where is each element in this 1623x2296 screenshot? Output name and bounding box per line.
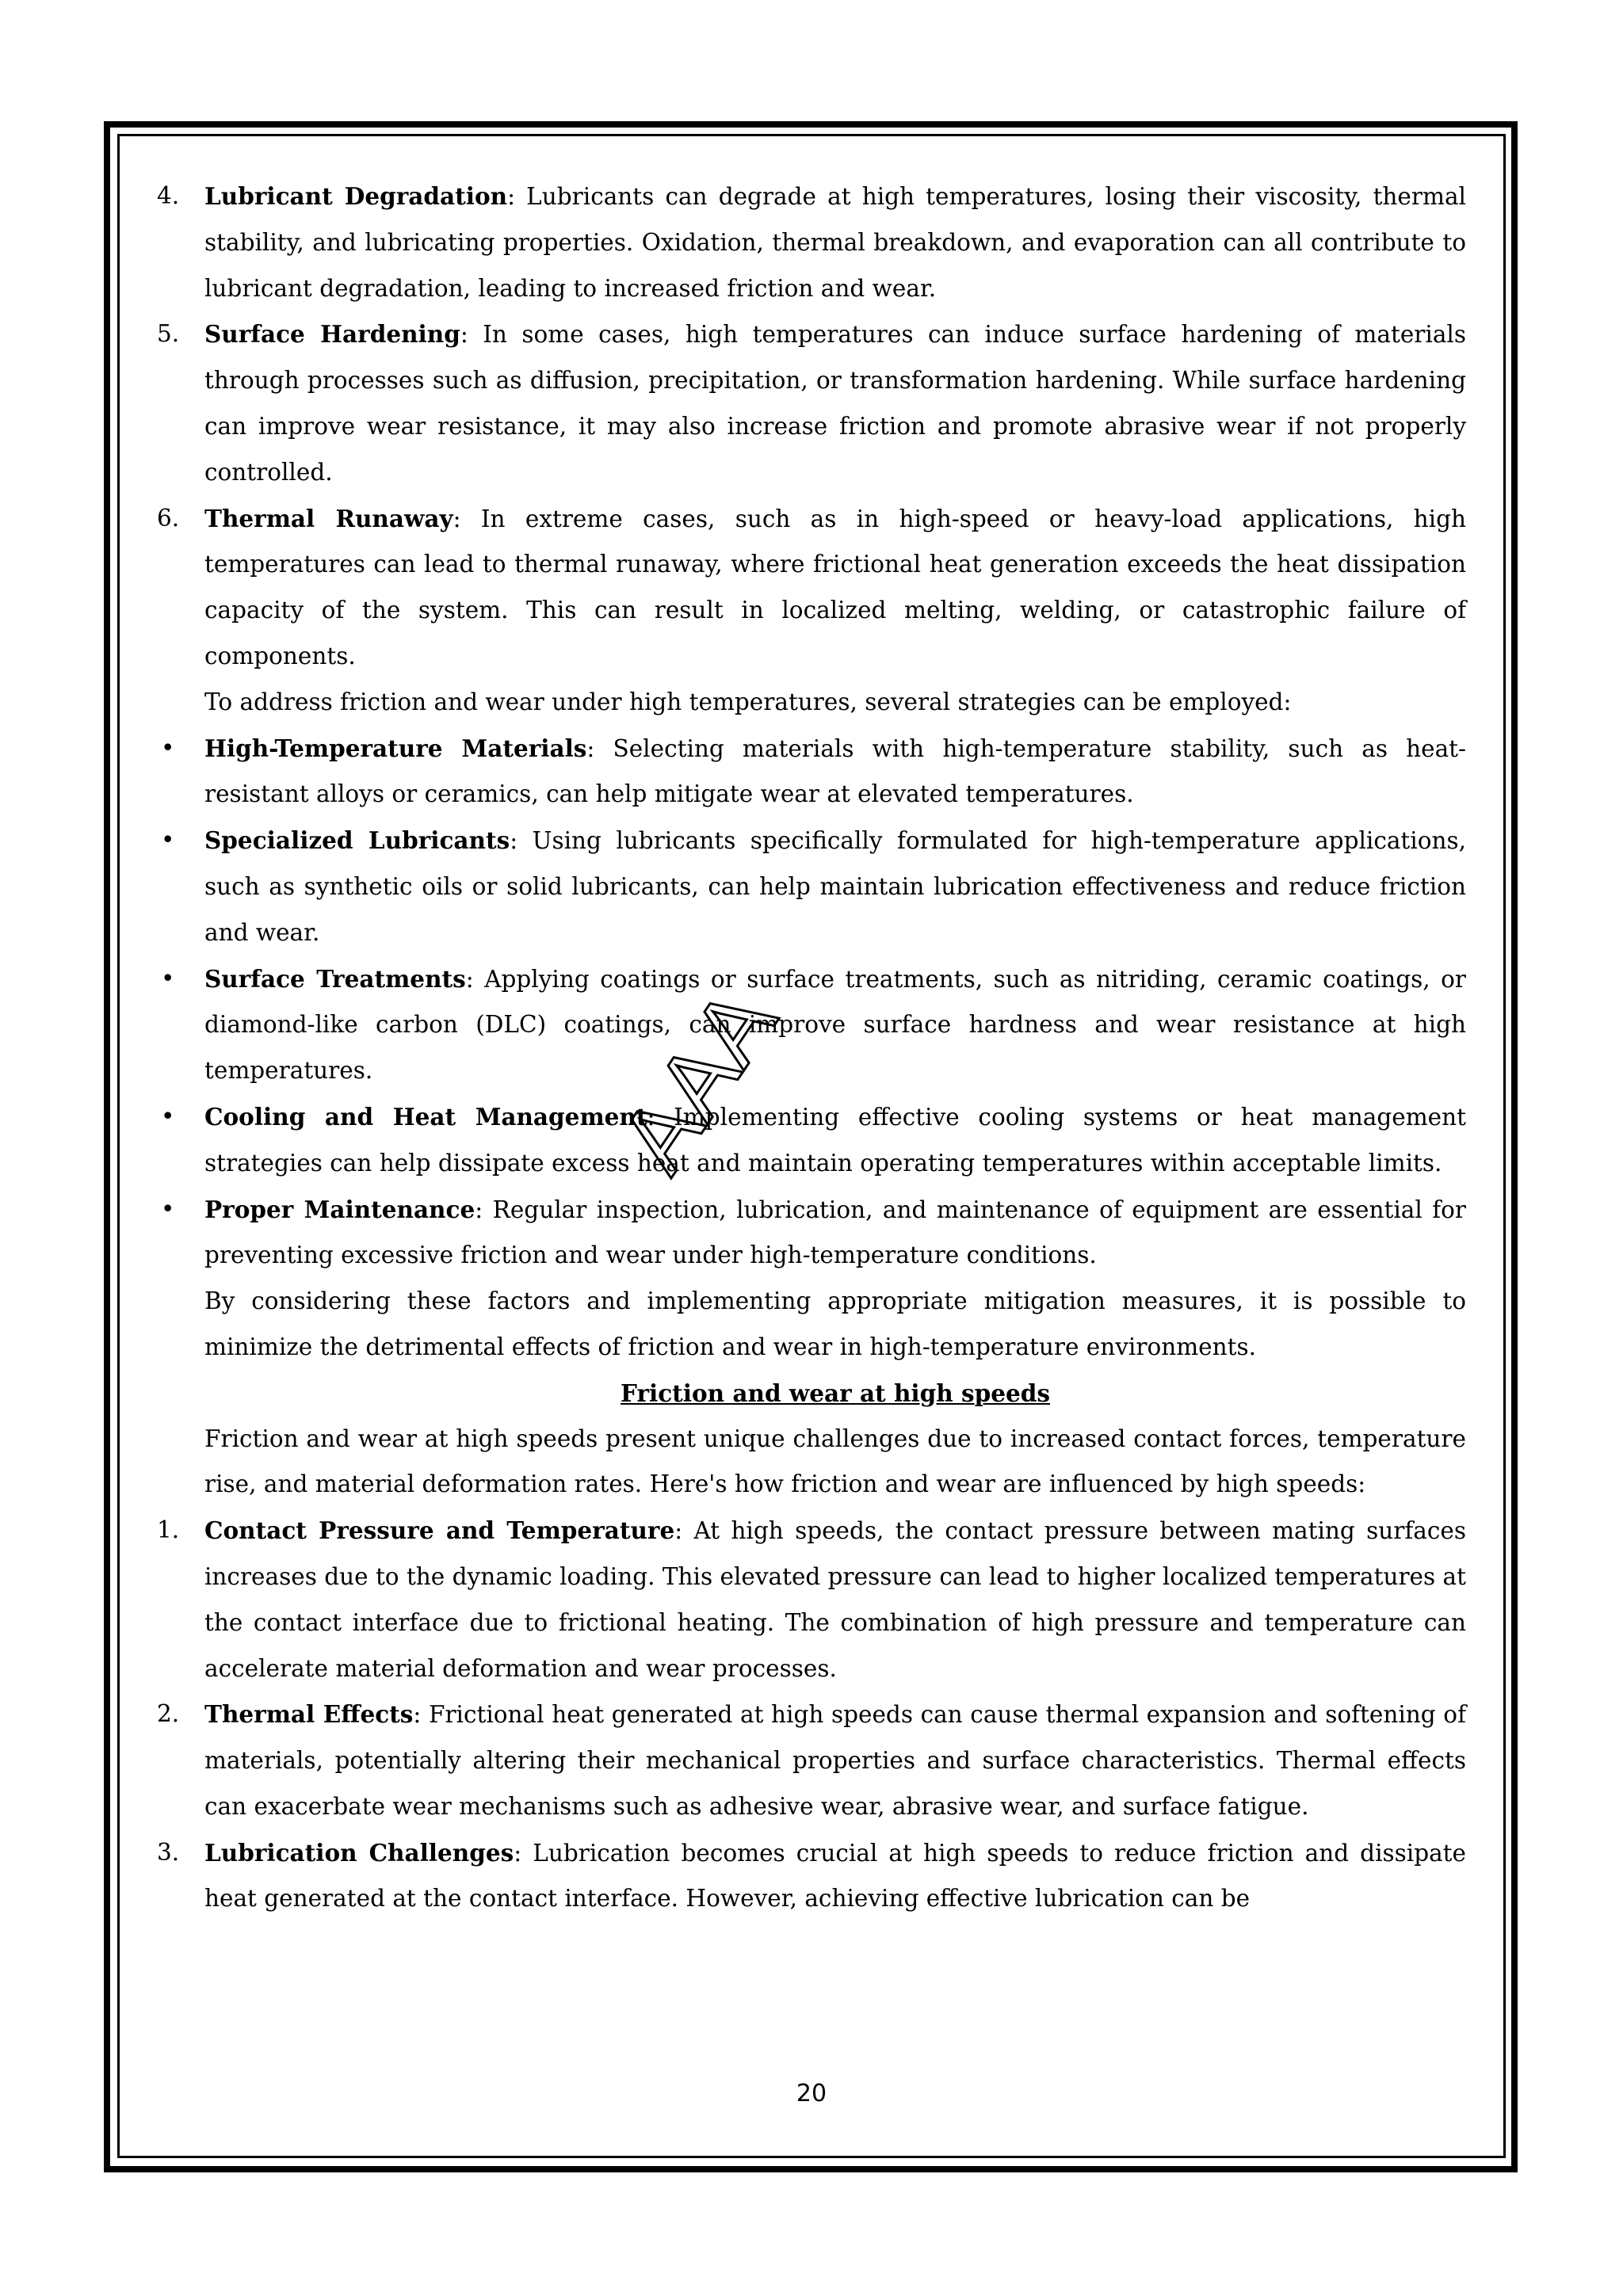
list-marker: 5. bbox=[157, 320, 180, 348]
list-marker: 2. bbox=[157, 1700, 180, 1728]
bullet-icon: • bbox=[161, 1195, 175, 1222]
item-text: : Selecting materials with high-temperature stability, such as heat-resistant alloys or ceramics, can help mitigate wear at elevated temperatures. bbox=[204, 734, 1466, 808]
item-term: Cooling and Heat Management bbox=[204, 1102, 647, 1131]
bullet-item bbox=[157, 726, 1466, 818]
list-marker: 3. bbox=[157, 1838, 180, 1866]
section-intro: Friction and wear at high speeds present unique challenges due to increased contact forces, temperature rise, and material deformation rates. Here's how friction and wear are influenced by high speeds: bbox=[204, 1425, 1466, 1498]
item-text: : Lubricants can degrade at high temperatures, losing their viscosity, thermal stability, and lubricating properties. Oxidation, thermal breakdown, and evaporation can all contribute to lubricant degradation, leading to increased friction and wear. bbox=[204, 183, 1466, 302]
list-item bbox=[157, 174, 1466, 311]
bullet-icon: • bbox=[161, 964, 175, 992]
list-item bbox=[157, 1830, 1466, 1923]
item-text: : Frictional heat generated at high speeds can cause thermal expansion and softening of materials, potentially altering their mechanical properties and surface characteristics. Thermal effects can exacerbate wear mechanisms such as adhesive wear, abrasive wear, and surface fatigue. bbox=[204, 1701, 1466, 1820]
item-term: Surface Treatments bbox=[204, 964, 466, 993]
item-text: : At high speeds, the contact pressure between mating surfaces increases due to the dynamic loading. This elevated pressure can lead to higher localized temperatures at the contact interface due to frictional heating. The combination of high pressure and temperature can accelerate material deformation and wear processes. bbox=[204, 1517, 1466, 1682]
conclusion-paragraph: By considering these factors and implementing appropriate mitigation measures, it is possible to minimize the detrimental effects of friction and wear in high-temperature environments. bbox=[204, 1287, 1466, 1360]
bullet-item bbox=[157, 1187, 1466, 1280]
item-term: Thermal Runaway bbox=[204, 504, 453, 532]
item-text: : Implementing effective cooling systems or heat management strategies can help dissipate excess heat and maintain operating temperatures within acceptable limits. bbox=[204, 1103, 1466, 1177]
list-item bbox=[157, 1691, 1466, 1829]
bullet-icon: • bbox=[161, 826, 175, 854]
bullet-icon: • bbox=[161, 734, 175, 761]
section-heading: Friction and wear at high speeds bbox=[621, 1379, 1050, 1407]
bullet-item bbox=[157, 956, 1466, 1094]
list-item bbox=[157, 496, 1466, 680]
page-number: 20 bbox=[796, 2080, 827, 2107]
item-term: Lubricant Degradation bbox=[204, 182, 508, 210]
bullet-item bbox=[157, 818, 1466, 955]
item-term: Surface Hardening bbox=[204, 320, 460, 349]
item-term: Lubrication Challenges bbox=[204, 1838, 514, 1867]
strategies-intro: To address friction and wear under high temperatures, several strategies can be employed: bbox=[204, 688, 1292, 715]
item-term: Specialized Lubricants bbox=[204, 826, 510, 855]
item-text: : Lubrication becomes crucial at high speeds to reduce friction and dissipate heat generated at the contact interface. However, achieving effective lubrication can be bbox=[204, 1839, 1466, 1913]
item-text: : In extreme cases, such as in high-speed or heavy-load applications, high temperatures can lead to thermal runaway, where frictional heat generation exceeds the heat dissipation capacity of the system. This can result in localized melting, welding, or catastrophic failure of components. bbox=[204, 505, 1466, 669]
item-text: : Using lubricants specifically formulated for high-temperature applications, such as synthetic oils or solid lubricants, can help maintain lubrication effectiveness and reduce friction and wear. bbox=[204, 827, 1466, 946]
bullet-item bbox=[157, 1094, 1466, 1187]
item-text: : Applying coatings or surface treatments, such as nitriding, ceramic coatings, or diamond-like carbon (DLC) coatings, can improve surface hardness and wear resistance at high temperatures. bbox=[204, 965, 1467, 1085]
item-text: : In some cases, high temperatures can induce surface hardening of materials through processes such as diffusion, precipitation, or transformation hardening. While surface hardening can improve wear resistance, it may also increase friction and promote abrasive wear if not properly controlled. bbox=[204, 321, 1466, 486]
list-marker: 6. bbox=[157, 504, 180, 532]
item-term: Proper Maintenance bbox=[204, 1195, 475, 1223]
list-item bbox=[157, 1508, 1466, 1691]
list-item bbox=[157, 311, 1466, 495]
item-term: High-Temperature Materials bbox=[204, 734, 587, 762]
bullet-icon: • bbox=[161, 1102, 175, 1130]
list-marker: 4. bbox=[157, 182, 180, 209]
watermark: AAA bbox=[600, 968, 797, 1190]
item-term: Thermal Effects bbox=[204, 1700, 414, 1729]
list-marker: 1. bbox=[157, 1516, 180, 1544]
item-term: Contact Pressure and Temperature bbox=[204, 1516, 675, 1545]
item-text: : Regular inspection, lubrication, and maintenance of equipment are essential for preventing excessive friction and wear under high-temperature conditions. bbox=[204, 1196, 1467, 1269]
page-content bbox=[157, 174, 1466, 1922]
